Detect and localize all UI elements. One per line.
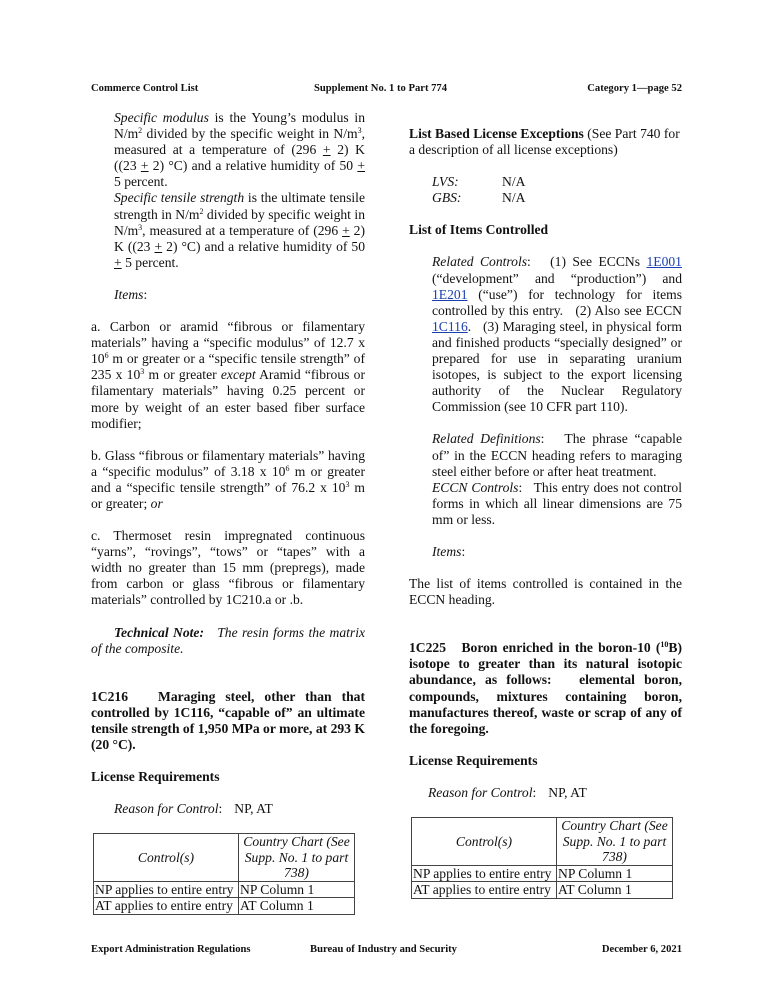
- footer-bureau: Bureau of Industry and Security: [310, 944, 457, 955]
- term: Specific tensile strength: [114, 190, 245, 206]
- plus-minus: +: [322, 142, 331, 158]
- related-controls: [409, 254, 686, 415]
- colon: :: [532, 784, 537, 800]
- header-page-number: Category 1—page 52: [587, 83, 682, 94]
- colon: :: [518, 479, 523, 495]
- text: is the Young’s modulus in N/m: [114, 110, 365, 142]
- superscript: 3: [138, 222, 143, 232]
- exception-value: N/A: [502, 174, 526, 190]
- technical-note-text: The resin forms the matrix of the composite.: [91, 624, 369, 656]
- table-row: [94, 881, 355, 898]
- table-cell: AT Column 1: [557, 882, 673, 899]
- label: Items: [114, 286, 144, 302]
- text: Aramid “fibrous or filamentary materials” having 0.25 percent or more by weight of an ester based fiber surface modifier;: [91, 367, 365, 431]
- colon: :: [461, 543, 466, 559]
- table-row: [412, 882, 673, 899]
- exception-row: [432, 174, 682, 190]
- link-1e001[interactable]: 1E001: [646, 254, 682, 270]
- text: (1) See ECCNs: [530, 254, 647, 270]
- table-cell: NP Column 1: [239, 881, 355, 898]
- text: is the ultimate tensile strength in N/m: [114, 190, 365, 222]
- text: 5 percent.: [114, 174, 168, 190]
- eccn-1c216-heading: [91, 688, 369, 753]
- items-text: The list of items controlled is contained in the ECCN heading.: [409, 576, 682, 608]
- license-requirements-heading: License Requirements: [409, 752, 538, 768]
- left-column: [91, 110, 369, 915]
- text: . (3) Maraging steel, in physical form and finished products “specially designed” or prepared for use in separating uranium isotopes, is subject to the export licensing authority of the Nuclear Regulatory Commission (see 10 CFR part 110).: [432, 318, 686, 415]
- technical-note-label: Technical Note:: [114, 624, 204, 640]
- text: b. Glass “fibrous or filamentary materials” having a “specific modulus” of 3.18 x 10: [91, 447, 365, 479]
- items-label: [91, 287, 365, 303]
- table-header-cell: Country Chart (See Supp. No. 1 to part 738): [557, 818, 673, 866]
- superscript: 6: [104, 351, 109, 361]
- table-header-cell: Control(s): [412, 818, 557, 866]
- exceptions-list: [409, 174, 682, 206]
- table-header-cell: Control(s): [94, 834, 239, 882]
- colon: :: [143, 286, 148, 302]
- reason-for-control: [409, 785, 682, 801]
- superscript: 10: [660, 640, 669, 650]
- text: divided by the specific weight in N/m: [142, 126, 358, 142]
- text: (“development” and “production”) and: [432, 270, 682, 286]
- superscript: 6: [285, 463, 290, 473]
- table-row: [94, 898, 355, 915]
- control-table: [93, 833, 355, 915]
- item-b: [91, 448, 365, 512]
- specific-modulus-definition: [91, 110, 365, 190]
- text: m or greater: [144, 367, 221, 383]
- table-header-row: [412, 818, 673, 866]
- superscript: 2: [138, 126, 143, 136]
- plus-minus: +: [140, 158, 149, 174]
- text: 5 percent.: [121, 254, 179, 270]
- table-header-row: [94, 834, 355, 882]
- superscript: 2: [199, 206, 204, 216]
- text: m or greater or a “specific tensile strength” of 235 x 10: [91, 351, 365, 383]
- text: The phrase “capable of” in the ECCN heading refers to maraging steel either before or after heat treatment.: [432, 431, 686, 479]
- table-row: [412, 865, 673, 882]
- license-exceptions-heading: List Based License Exceptions: [409, 126, 584, 141]
- plus-minus: +: [342, 222, 350, 238]
- eccn-title: Boron enriched in the boron-10 (: [446, 640, 661, 656]
- text: 2) K ((23: [114, 222, 365, 254]
- link-1c116[interactable]: 1C116: [432, 318, 468, 334]
- eccn-code: 1C216: [91, 688, 129, 704]
- header-supplement: Supplement No. 1 to Part 774: [314, 83, 448, 94]
- eccn-controls-label: ECCN Controls: [432, 479, 519, 495]
- eccn-title: B) isotope to greater than its natural isotopic abundance, as follows: elemental boron, compounds, mixtures containing boron, manufactures thereof, waste or scrap of any of the foregoing.: [409, 640, 686, 736]
- control-table: [411, 817, 673, 899]
- item-c: c. Thermoset resin impregnated continuous “yarns”, “rovings”, “tows” or “tapes” with a width no greater than 15 mm (prepregs), made from carbon or glass “fibrous or filamentary materials” controlled by 1C210.a or .b.: [91, 528, 365, 608]
- superscript: 3: [357, 126, 362, 136]
- specific-tensile-strength-definition: [91, 190, 365, 270]
- footer-date: December 6, 2021: [601, 944, 682, 955]
- item-a: [91, 319, 365, 432]
- table-cell: AT applies to entire entry: [94, 898, 239, 915]
- header-doc-title: Commerce Control List: [91, 83, 199, 94]
- emphasis: or: [150, 495, 163, 511]
- text: , measured at a temperature of (296: [142, 222, 343, 238]
- license-requirements-heading: License Requirements: [91, 769, 220, 785]
- reason-value: NP, AT: [548, 784, 587, 800]
- term: Specific modulus: [114, 110, 209, 125]
- exception-value: N/A: [502, 190, 526, 206]
- colon: :: [218, 801, 223, 817]
- eccn-title: Maraging steel, other than that controlled by 1C116, “capable of” an ultimate tensile strength of 1,950 MPa or more, at 293 K (20 °C).: [91, 688, 369, 752]
- emphasis: except: [220, 367, 256, 383]
- eccn-controls: [409, 479, 686, 528]
- reason-for-control: [91, 801, 365, 817]
- text: 2) K ((23: [114, 142, 365, 174]
- colon: :: [540, 431, 545, 447]
- text: , measured at a temperature of (296: [114, 126, 365, 158]
- eccn-1c225-heading: [409, 640, 686, 737]
- text: This entry does not control forms in which all linear dimensions are 75 mm or less.: [432, 479, 686, 527]
- text: divided by specific weight in N/m: [114, 206, 365, 238]
- colon: :: [527, 254, 531, 270]
- technical-note: [91, 624, 369, 657]
- reason-label: Reason for Control: [428, 784, 533, 800]
- table-header-cell: Country Chart (See Supp. No. 1 to part 738): [239, 834, 355, 882]
- link-1e201[interactable]: 1E201: [432, 286, 468, 302]
- text: m or greater and a “specific tensile strength” of 76.2 x 10: [91, 463, 365, 495]
- superscript: 3: [345, 479, 350, 489]
- text: (“use”) for technology for items controlled by this entry. (2) Also see ECCN: [432, 286, 686, 318]
- table-cell: NP Column 1: [557, 865, 673, 882]
- plus-minus: +: [154, 238, 163, 254]
- text: 2) °C) and a relative humidity of 50: [148, 158, 358, 174]
- exception-key: GBS:: [432, 190, 462, 206]
- reason-label: Reason for Control: [114, 801, 219, 817]
- exception-row: [432, 190, 682, 206]
- table-cell: AT applies to entire entry: [412, 882, 557, 899]
- text: (See Part 740 for a description of all license exceptions): [409, 126, 680, 158]
- text: m or greater;: [91, 479, 365, 511]
- table-cell: AT Column 1: [239, 898, 355, 915]
- license-exceptions-paragraph: [409, 126, 682, 158]
- table-cell: NP applies to entire entry: [412, 865, 557, 882]
- plus-minus: +: [114, 254, 122, 270]
- items-label: [409, 544, 682, 560]
- right-column: [409, 126, 686, 899]
- text: 2) °C) and a relative humidity of 50: [162, 238, 365, 254]
- reason-value: NP, AT: [234, 801, 273, 817]
- eccn-code: 1C225: [409, 640, 447, 656]
- related-controls-label: Related Controls: [432, 254, 528, 270]
- superscript: 3: [140, 367, 145, 377]
- exception-key: LVS:: [432, 174, 459, 190]
- footer-regulations: Export Administration Regulations: [91, 944, 251, 955]
- related-definitions: [409, 431, 686, 479]
- related-definitions-label: Related Definitions: [432, 431, 541, 447]
- list-of-items-heading: List of Items Controlled: [409, 222, 549, 238]
- label: Items: [432, 543, 462, 559]
- table-cell: NP applies to entire entry: [94, 881, 239, 898]
- plus-minus: +: [357, 158, 365, 174]
- text: a. Carbon or aramid “fibrous or filamentary materials” having a “specific modulus” of 12.7 x 10: [91, 319, 365, 367]
